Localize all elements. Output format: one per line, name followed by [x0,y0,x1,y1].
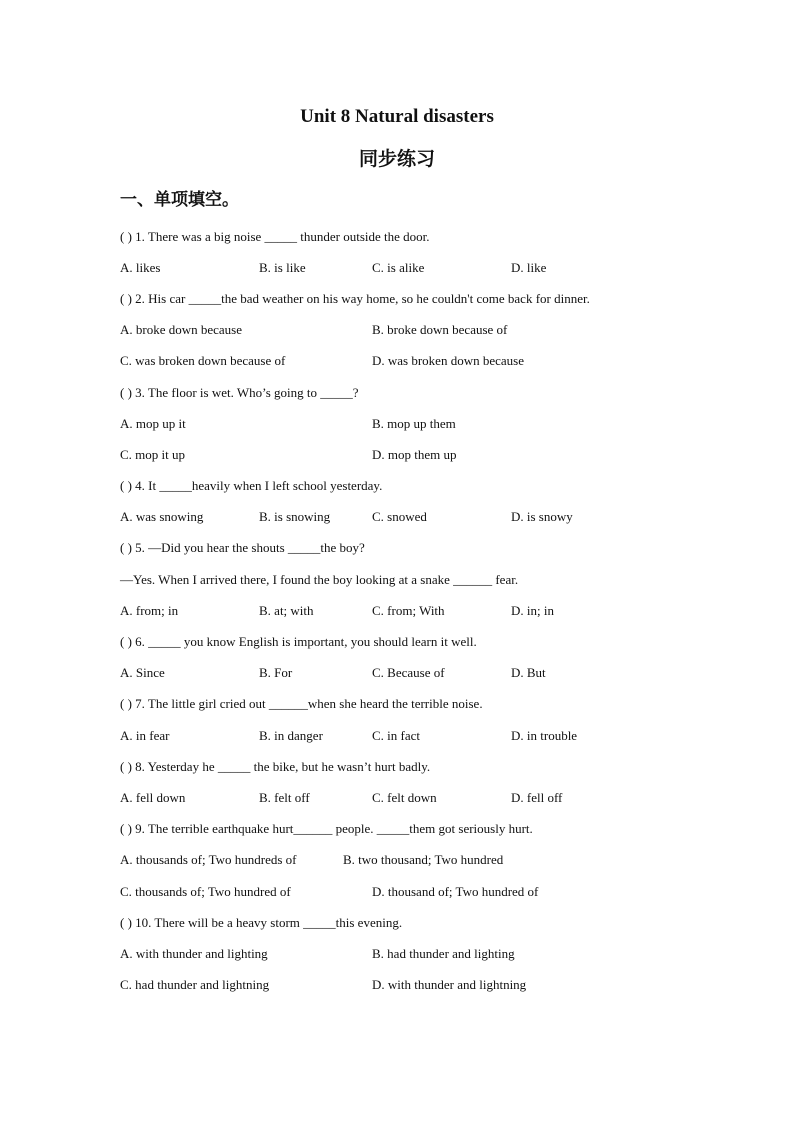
q10-option-c: C. had thunder and lightning [120,977,270,992]
q9-option-c: C. thousands of; Two hundred of [120,884,291,899]
question-6-stem: ( ) 6. _____ you know English is important, you should learn it well. [120,634,477,649]
q7-option-d: D. in trouble [511,728,578,743]
q4-option-a: A. was snowing [120,509,204,524]
q5-option-d: D. in; in [511,603,554,618]
question-7-stem: ( ) 7. The little girl cried out ______when she heard the terrible noise. [120,696,483,711]
q5-option-b: B. at; with [259,603,314,618]
q4-option-d: D. is snowy [511,509,573,524]
q5-option-c: C. from; With [372,603,445,618]
q1-option-d: D. like [511,260,547,275]
q3-option-d: D. mop them up [372,447,457,462]
q1-option-a: A. likes [120,260,161,275]
question-5-stem-2: —Yes. When I arrived there, I found the boy looking at a snake ______ fear. [120,572,519,587]
q4-option-c: C. snowed [372,509,427,524]
q4-option-b: B. is snowing [259,509,331,524]
question-10-stem: ( ) 10. There will be a heavy storm _____this evening. [120,915,403,930]
q10-option-d: D. with thunder and lightning [372,977,527,992]
question-2-stem: ( ) 2. His car _____the bad weather on his way home, so he couldn't come back for dinner. [120,291,590,306]
q8-option-d: D. fell off [511,790,563,805]
q6-option-d: D. But [511,665,546,680]
q3-option-b: B. mop up them [372,416,456,431]
q5-option-a: A. from; in [120,603,179,618]
q2-option-c: C. was broken down because of [120,353,286,368]
q2-option-a: A. broke down because [120,322,243,337]
question-1-stem: ( ) 1. There was a big noise _____ thunder outside the door. [120,229,430,244]
page-title: Unit 8 Natural disasters [300,106,494,127]
question-8-stem: ( ) 8. Yesterday he _____ the bike, but he wasn’t hurt badly. [120,759,431,774]
q3-option-a: A. mop up it [120,416,186,431]
page-subtitle: 同步练习 [358,148,435,170]
question-9-stem: ( ) 9. The terrible earthquake hurt______ people. _____them got seriously hurt. [120,821,533,836]
question-3-stem: ( ) 3. The floor is wet. Who’s going to _____? [120,385,359,400]
q7-option-a: A. in fear [120,728,170,743]
q7-option-c: C. in fact [372,728,421,743]
q8-option-b: B. felt off [259,790,310,805]
q3-option-c: C. mop it up [120,447,186,462]
q6-option-b: B. For [259,665,293,680]
q6-option-c: C. Because of [372,665,445,680]
q6-option-a: A. Since [120,665,165,680]
q8-option-a: A. fell down [120,790,186,805]
q2-option-d: D. was broken down because [372,353,524,368]
question-4-stem: ( ) 4. It _____heavily when I left school yesterday. [120,478,383,493]
q9-option-b: B. two thousand; Two hundred [343,852,504,867]
q1-option-b: B. is like [259,260,306,275]
section-heading: 一、单项填空。 [120,190,239,210]
q10-option-b: B. had thunder and lighting [372,946,515,961]
q9-option-a: A. thousands of; Two hundreds of [120,852,297,867]
q2-option-b: B. broke down because of [372,322,508,337]
q10-option-a: A. with thunder and lighting [120,946,268,961]
q1-option-c: C. is alike [372,260,425,275]
q9-option-d: D. thousand of; Two hundred of [372,884,539,899]
question-5-stem: ( ) 5. —Did you hear the shouts _____the boy? [120,540,365,555]
q7-option-b: B. in danger [259,728,323,743]
q8-option-c: C. felt down [372,790,437,805]
